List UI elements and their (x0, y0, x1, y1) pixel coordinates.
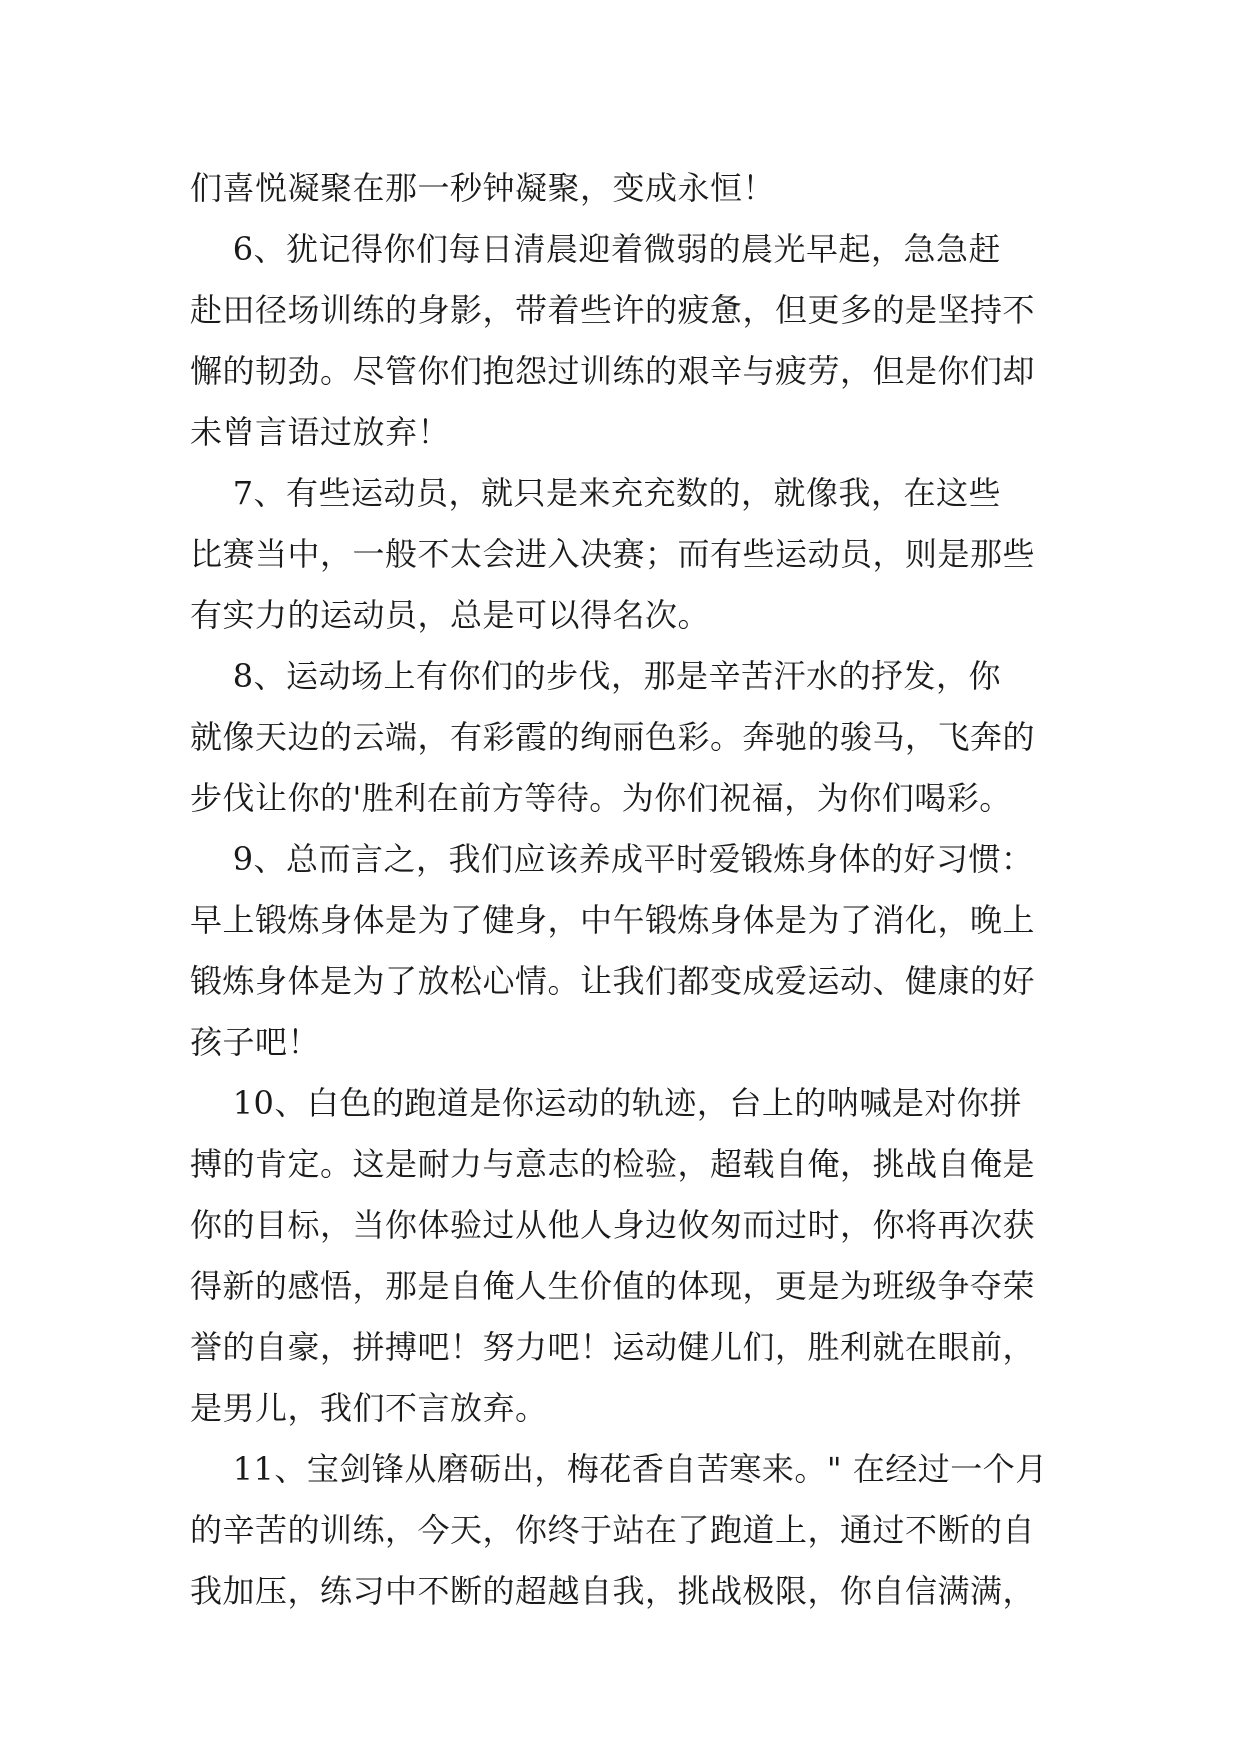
text-line: 6、犹记得你们每日清晨迎着微弱的晨光早起，急急赶 (190, 230, 1002, 268)
text-line: 未曾言语过放弃！ (190, 413, 451, 451)
text-line: 誉的自豪，拼搏吧！努力吧！运动健儿们，胜利就在眼前， (190, 1328, 1036, 1366)
text-line: 赴田径场训练的身影，带着些许的疲惫，但更多的是坚持不 (190, 291, 1036, 329)
text-line: 搏的肯定。这是耐力与意志的检验，超载自俺，挑战自俺是 (190, 1145, 1036, 1183)
text-line: 步伐让你的'胜利在前方等待。为你们祝福，为你们喝彩。 (190, 779, 1012, 817)
text-line: 孩子吧！ (190, 1023, 321, 1061)
text-line: 得新的感悟，那是自俺人生价值的体现，更是为班级争夺荣 (190, 1267, 1036, 1305)
text-line: 的辛苦的训练，今天，你终于站在了跑道上，通过不断的自 (190, 1511, 1036, 1549)
text-line: 11、宝剑锋从磨砺出，梅花香自苦寒来。" 在经过一个月 (190, 1450, 1048, 1488)
text-line: 8、运动场上有你们的步伐，那是辛苦汗水的抒发，你 (190, 657, 1002, 695)
text-line: 7、有些运动员，就只是来充充数的，就像我，在这些 (190, 474, 1002, 512)
document-body (190, 158, 1052, 1622)
text-line: 有实力的运动员，总是可以得名次。 (190, 596, 711, 634)
text-line: 我加压，练习中不断的超越自我，挑战极限，你自信满满， (190, 1572, 1036, 1610)
text-line: 们喜悦凝聚在那一秒钟凝聚，变成永恒！ (190, 169, 776, 207)
text-line: 你的目标，当你体验过从他人身边攸匆而过时，你将再次获 (190, 1206, 1036, 1244)
text-line: 比赛当中，一般不太会进入决赛；而有些运动员，则是那些 (190, 535, 1036, 573)
text-line: 懈的韧劲。尽管你们抱怨过训练的艰辛与疲劳，但是你们却 (190, 352, 1036, 390)
text-line: 10、白色的跑道是你运动的轨迹，台上的呐喊是对你拼 (190, 1084, 1022, 1122)
text-line: 早上锻炼身体是为了健身，中午锻炼身体是为了消化，晚上 (190, 901, 1036, 939)
text-line: 9、总而言之，我们应该养成平时爱锻炼身体的好习惯： (190, 840, 1034, 878)
text-line: 是男儿，我们不言放弃。 (190, 1389, 548, 1427)
text-line: 锻炼身体是为了放松心情。让我们都变成爱运动、健康的好 (190, 962, 1036, 1000)
text-line: 就像天边的云端，有彩霞的绚丽色彩。奔驰的骏马，飞奔的 (190, 718, 1036, 756)
